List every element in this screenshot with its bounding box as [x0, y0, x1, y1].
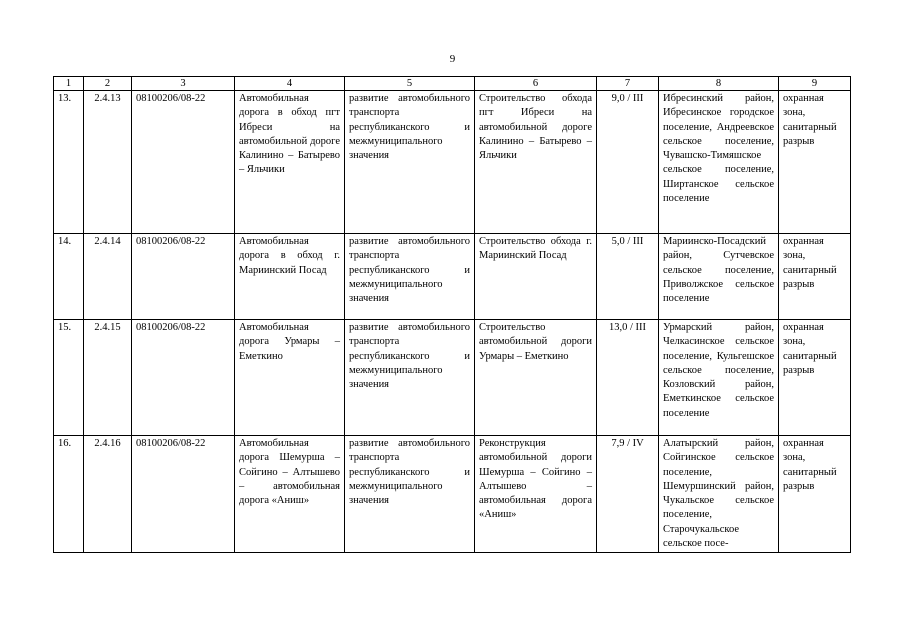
location: Мариинско-Посадский район, Сутчевское сельское поселение, Приволжское сельское поселение [659, 234, 779, 320]
work-description: Реконструкция автомобильной дороги Шемурша – Сойгино – Алтышево – автомобильная дорога «Аниш» [475, 436, 597, 553]
object-purpose: развитие автомобильного транспорта республиканского и межмуниципального значения [345, 436, 475, 553]
column-header: 6 [475, 77, 597, 91]
location: Ибресинский район, Ибресинское городское поселение, Андреевское сельское поселение, Чувашско-Тимяшское сельское поселение, Ширтанское сельское поселение [659, 91, 779, 234]
object-name: Автомобильная дорога Урмары – Еметкино [235, 320, 345, 436]
work-description: Строительство обхода пгт Ибреси на автомобильной дороге Калинино – Батырево – Яльчики [475, 91, 597, 234]
zone-type: охранная зона, санитарный разрыв [779, 436, 851, 553]
object-name: Автомобильная дорога в обход пгт Ибреси на автомобильной дороге Калинино – Батырево – Яльчики [235, 91, 345, 234]
section-number: 2.4.14 [84, 234, 132, 320]
row-number: 13. [54, 91, 84, 234]
column-header: 9 [779, 77, 851, 91]
object-code: 08100206/08-22 [132, 234, 235, 320]
column-header: 3 [132, 77, 235, 91]
table-row [54, 234, 851, 320]
location: Алатырский район, Сойгинское сельское поселение, Шемуршинский район, Чукальское сельское поселение, Старочукальское сельское посе- [659, 436, 779, 553]
object-code: 08100206/08-22 [132, 436, 235, 553]
table-row [54, 436, 851, 553]
column-header: 8 [659, 77, 779, 91]
column-header: 5 [345, 77, 475, 91]
object-purpose: развитие автомобильного транспорта республиканского и межмуниципального значения [345, 91, 475, 234]
object-code: 08100206/08-22 [132, 91, 235, 234]
length-category: 13,0 / III [597, 320, 659, 436]
zone-type: охранная зона, санитарный разрыв [779, 320, 851, 436]
object-name: Автомобильная дорога в обход г. Мариинский Посад [235, 234, 345, 320]
object-purpose: развитие автомобильного транспорта республиканского и межмуниципального значения [345, 234, 475, 320]
column-header: 7 [597, 77, 659, 91]
row-number: 16. [54, 436, 84, 553]
object-name: Автомобильная дорога Шемурша – Сойгино – Алтышево – автомобильная дорога «Аниш» [235, 436, 345, 553]
table-row [54, 91, 851, 234]
page-number: 9 [449, 53, 456, 65]
row-number: 14. [54, 234, 84, 320]
work-description: Строительство обхода г. Мариинский Посад [475, 234, 597, 320]
section-number: 2.4.16 [84, 436, 132, 553]
section-number: 2.4.13 [84, 91, 132, 234]
row-number: 15. [54, 320, 84, 436]
section-number: 2.4.15 [84, 320, 132, 436]
column-header: 4 [235, 77, 345, 91]
zone-type: охранная зона, санитарный разрыв [779, 91, 851, 234]
location: Урмарский район, Челкасинское сельское поселение, Кульгешское сельское поселение, Козловский район, Еметкинское сельское поселение [659, 320, 779, 436]
work-description: Строительство автомобильной дороги Урмары – Еметкино [475, 320, 597, 436]
object-purpose: развитие автомобильного транспорта республиканского и межмуниципального значения [345, 320, 475, 436]
length-category: 5,0 / III [597, 234, 659, 320]
column-header: 1 [54, 77, 84, 91]
column-header: 2 [84, 77, 132, 91]
table-row [54, 320, 851, 436]
zone-type: охранная зона, санитарный разрыв [779, 234, 851, 320]
data-table [53, 76, 851, 553]
table-header-row [54, 77, 851, 91]
length-category: 7,9 / IV [597, 436, 659, 553]
object-code: 08100206/08-22 [132, 320, 235, 436]
length-category: 9,0 / III [597, 91, 659, 234]
